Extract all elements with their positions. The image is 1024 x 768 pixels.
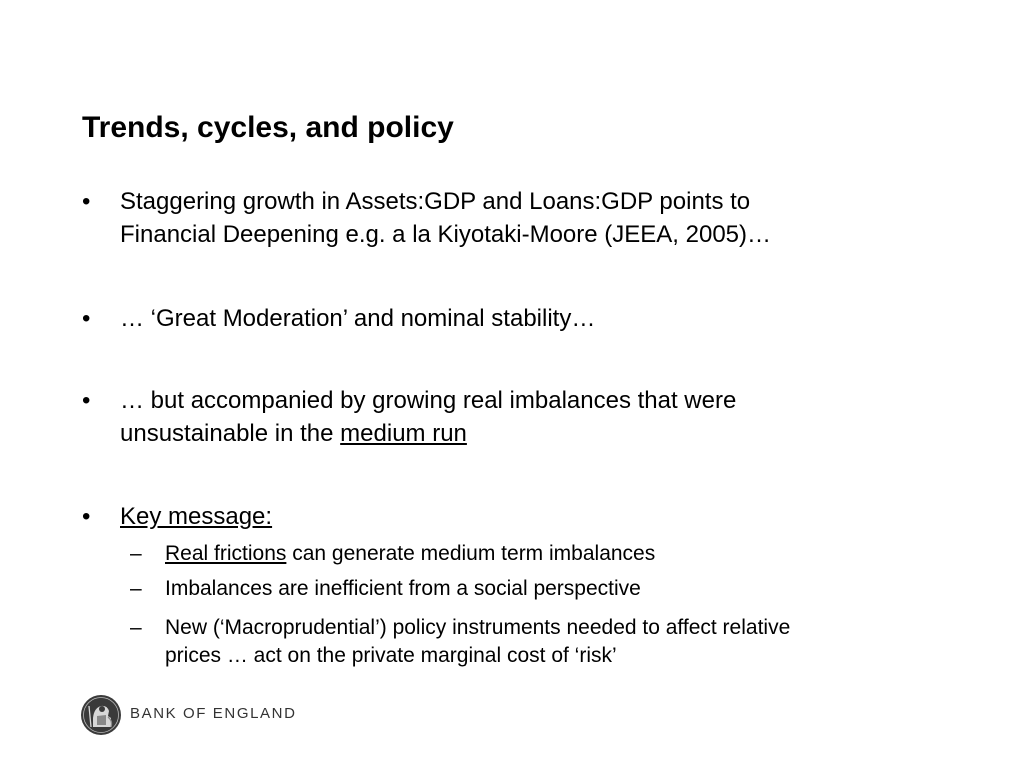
logo-text: BANK OF ENGLAND: [130, 705, 297, 722]
sub-bullet-text: can generate medium term imbalances: [286, 542, 656, 565]
bank-of-england-logo: [80, 694, 295, 736]
bullet-marker: •: [82, 503, 91, 530]
real-frictions-underlined: Real frictions: [165, 542, 287, 565]
bullet-marker: •: [82, 387, 91, 414]
bullet-line: Financial Deepening e.g. a la Kiyotaki-Moore (JEEA, 2005)…: [120, 221, 771, 248]
bullet-great-moderation: [82, 302, 595, 335]
sub-bullet-marker: –: [130, 577, 142, 600]
subpoint-macroprudential: [130, 614, 790, 670]
bullet-key-message: [82, 500, 272, 533]
sub-bullet-line: New (‘Macroprudential’) policy instruments needed to affect relative: [165, 616, 791, 639]
bullet-financial-deepening: [82, 185, 771, 251]
slide-title: Trends, cycles, and policy: [82, 111, 454, 144]
bullet-real-imbalances: [82, 384, 736, 450]
subpoint-real-frictions: [130, 540, 655, 568]
medium-run-underlined: medium run: [340, 420, 467, 447]
bullet-line: … but accompanied by growing real imbalances that were: [120, 387, 737, 414]
key-message-heading: Key message:: [120, 503, 273, 530]
sub-bullet-marker: –: [130, 616, 142, 639]
bullet-line: [120, 417, 736, 450]
bullet-text: unsustainable in the: [120, 420, 341, 447]
bullet-marker: •: [82, 188, 91, 215]
bullet-line: Staggering growth in Assets:GDP and Loans:GDP points to: [120, 188, 751, 215]
subpoint-imbalances-inefficient: [130, 575, 641, 603]
bullet-marker: •: [82, 305, 91, 332]
sub-bullet-line: Imbalances are inefficient from a social perspective: [165, 577, 641, 600]
sub-bullet-line: prices … act on the private marginal cost of ‘risk’: [165, 644, 617, 667]
bank-of-england-seal-icon: [80, 694, 122, 736]
sub-bullet-line: [165, 540, 655, 568]
bullet-line: … ‘Great Moderation’ and nominal stability…: [120, 305, 596, 332]
sub-bullet-marker: –: [130, 542, 142, 565]
